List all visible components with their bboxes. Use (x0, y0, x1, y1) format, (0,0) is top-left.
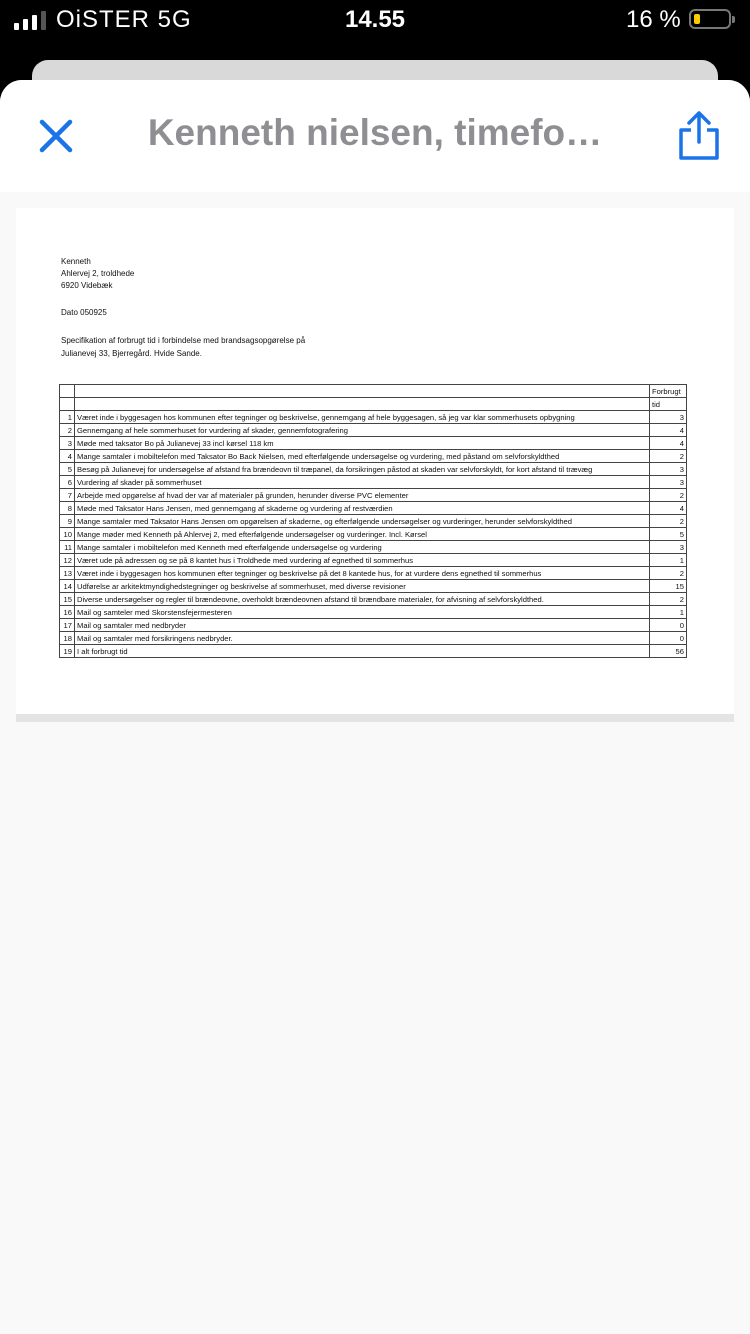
sender-name: Kenneth (61, 257, 91, 266)
table-row (60, 411, 687, 424)
table-row (60, 567, 687, 580)
table-row (60, 619, 687, 632)
table-cell-val: 4 (650, 502, 687, 515)
table-cell-desc: Mail og samtaler med nedbryder (75, 619, 650, 632)
table-cell-val: 0 (650, 632, 687, 645)
page-divider (16, 714, 734, 722)
column-header-unit: tid (650, 398, 687, 411)
time-table (59, 384, 687, 658)
table-cell-desc: Mange møder med Kenneth på Ahlervej 2, med efterfølgende undersøgelser og vurderinger. Incl. Kørsel (75, 528, 650, 541)
specification-text (61, 334, 461, 360)
table-cell-desc: Møde med taksator Bo på Julianevej 33 incl kørsel 118 km (75, 437, 650, 450)
table-cell-desc: Arbejde med opgørelse af hvad der var af materialer på grunden, herunder diverse PVC elementer (75, 489, 650, 502)
table-cell-desc: Gennemgang af hele sommerhuset for vurdering af skader, gennemfotografering (75, 424, 650, 437)
column-header: Forbrugt (650, 385, 687, 398)
table-cell-val: 2 (650, 450, 687, 463)
table-cell-desc: Været ude på adressen og se på 8 kantet hus i Troldhede med vurdering af egnethed til sommerhus (75, 554, 650, 567)
table-cell-desc: Mange samtaler med Taksator Hans Jensen om opgørelsen af skaderne, og efterfølgende undersøgelser og vurderinger, herunder selvforskyldthed (75, 515, 650, 528)
sender-city: 6920 Videbæk (61, 281, 113, 290)
document-title: Kenneth nielsen, timefo… (147, 112, 603, 153)
table-row (60, 515, 687, 528)
table-cell-desc: Mail og samtaler med forsikringens nedbryder. (75, 632, 650, 645)
spec-line-2: Julianevej 33, Bjerregård. Hvide Sande. (61, 349, 202, 358)
table-cell-num: 13 (60, 567, 75, 580)
table-cell-val: 3 (650, 476, 687, 489)
table-cell-val: 5 (650, 528, 687, 541)
table-cell-num: 7 (60, 489, 75, 502)
table-cell-val: 2 (650, 515, 687, 528)
table-cell-val: 3 (650, 463, 687, 476)
close-icon (36, 116, 76, 156)
table-cell-num: 6 (60, 476, 75, 489)
table-cell-desc: Været inde i byggesagen hos kommunen efter tegninger og beskrivelse på det 8 kantede hus, for at vurdere dens egnethed til sommerhus (75, 567, 650, 580)
table-row (60, 489, 687, 502)
table-cell-desc: Møde med Taksator Hans Jensen, med gennemgang af skaderne og vurdering af restværdien (75, 502, 650, 515)
battery-percent: 16 % (626, 6, 681, 33)
table-cell-num: 15 (60, 593, 75, 606)
status-bar (0, 0, 750, 44)
table-cell-num: 19 (60, 645, 75, 658)
table-cell-desc: Mail og samteler med Skorstensfejermesteren (75, 606, 650, 619)
table-row (60, 606, 687, 619)
table-row (60, 593, 687, 606)
table-cell-num: 14 (60, 580, 75, 593)
table-cell-val: 15 (650, 580, 687, 593)
table-row (60, 528, 687, 541)
table-cell-val: 56 (650, 645, 687, 658)
table-cell-val: 3 (650, 411, 687, 424)
table-cell-num: 18 (60, 632, 75, 645)
table-cell-val: 2 (650, 567, 687, 580)
table-cell-val: 0 (650, 619, 687, 632)
table-cell-num: 3 (60, 437, 75, 450)
table-cell-val: 1 (650, 554, 687, 567)
table-cell-desc: Mange samtaler i mobiltelefon med Kenneth med efterfølgende undersøgelse og vurdering (75, 541, 650, 554)
table-cell-desc: I alt forbrugt tid (75, 645, 650, 658)
table-cell-num: 9 (60, 515, 75, 528)
table-cell-num: 16 (60, 606, 75, 619)
table-cell-desc: Mange samtaler i mobiltelefon med Taksator Bo Back Nielsen, med efterfølgende undersøgelse og vurdering, med påstand om selvforskyldthed (75, 450, 650, 463)
document-page (16, 208, 734, 714)
table-row (60, 463, 687, 476)
table-row (60, 554, 687, 567)
table-cell-val: 3 (650, 541, 687, 554)
table-cell-val: 4 (650, 437, 687, 450)
close-button[interactable] (36, 116, 76, 156)
table-row (60, 580, 687, 593)
table-header-row (60, 385, 687, 398)
table-cell-val: 1 (650, 606, 687, 619)
table-header-row (60, 398, 687, 411)
share-icon (676, 110, 722, 162)
table-row (60, 424, 687, 437)
table-cell-val: 2 (650, 489, 687, 502)
table-cell-val: 2 (650, 593, 687, 606)
spec-line-1: Specifikation af forbrugt tid i forbindelse med brandsagsopgørelse på (61, 336, 306, 345)
table-cell-num: 8 (60, 502, 75, 515)
document-viewer-sheet (0, 80, 750, 1334)
carrier-label: OiSTER 5G (56, 6, 192, 33)
table-cell-num: 11 (60, 541, 75, 554)
table-cell-desc: Udførelse ar arkitektmyndighedstegninger og beskrivelse af sommerhuset, med diverse revisioner (75, 580, 650, 593)
sender-address (61, 256, 134, 292)
table-row (60, 437, 687, 450)
table-cell-num: 2 (60, 424, 75, 437)
table-cell-num: 1 (60, 411, 75, 424)
table-row (60, 541, 687, 554)
table-row (60, 645, 687, 658)
table-cell-num: 12 (60, 554, 75, 567)
table-cell-desc: Diverse undersøgelser og regler til brændeovne, overholdt brændeovnen afstand til brændbare materialer, for afvisning af selvforskyldthed. (75, 593, 650, 606)
table-cell-num: 10 (60, 528, 75, 541)
sender-street: Ahlervej 2, troldhede (61, 269, 135, 278)
table-cell-num: 17 (60, 619, 75, 632)
nav-bar (0, 80, 750, 192)
table-cell-num: 5 (60, 463, 75, 476)
share-button[interactable] (676, 110, 722, 162)
table-cell-val: 4 (650, 424, 687, 437)
table-row (60, 632, 687, 645)
table-cell-desc: Vurdering af skader på sommerhuset (75, 476, 650, 489)
table-row (60, 476, 687, 489)
table-cell-desc: Været inde i byggesagen hos kommunen efter tegninger og beskrivelse, gennemgang af hele byggesagen, så jeg var klar sommerhusets opbygning (75, 411, 650, 424)
table-row (60, 502, 687, 515)
table-cell-desc: Besøg på Julianevej for undersøgelse af afstand fra brændeovn til træpanel, da forsikringen påstod at skaden var selvforskyldt, for kort afstand til trævæg (75, 463, 650, 476)
document-date: Dato 050925 (61, 308, 107, 317)
clock: 14.55 (344, 6, 406, 33)
table-row (60, 450, 687, 463)
table-cell-num: 4 (60, 450, 75, 463)
battery-icon (689, 9, 731, 29)
